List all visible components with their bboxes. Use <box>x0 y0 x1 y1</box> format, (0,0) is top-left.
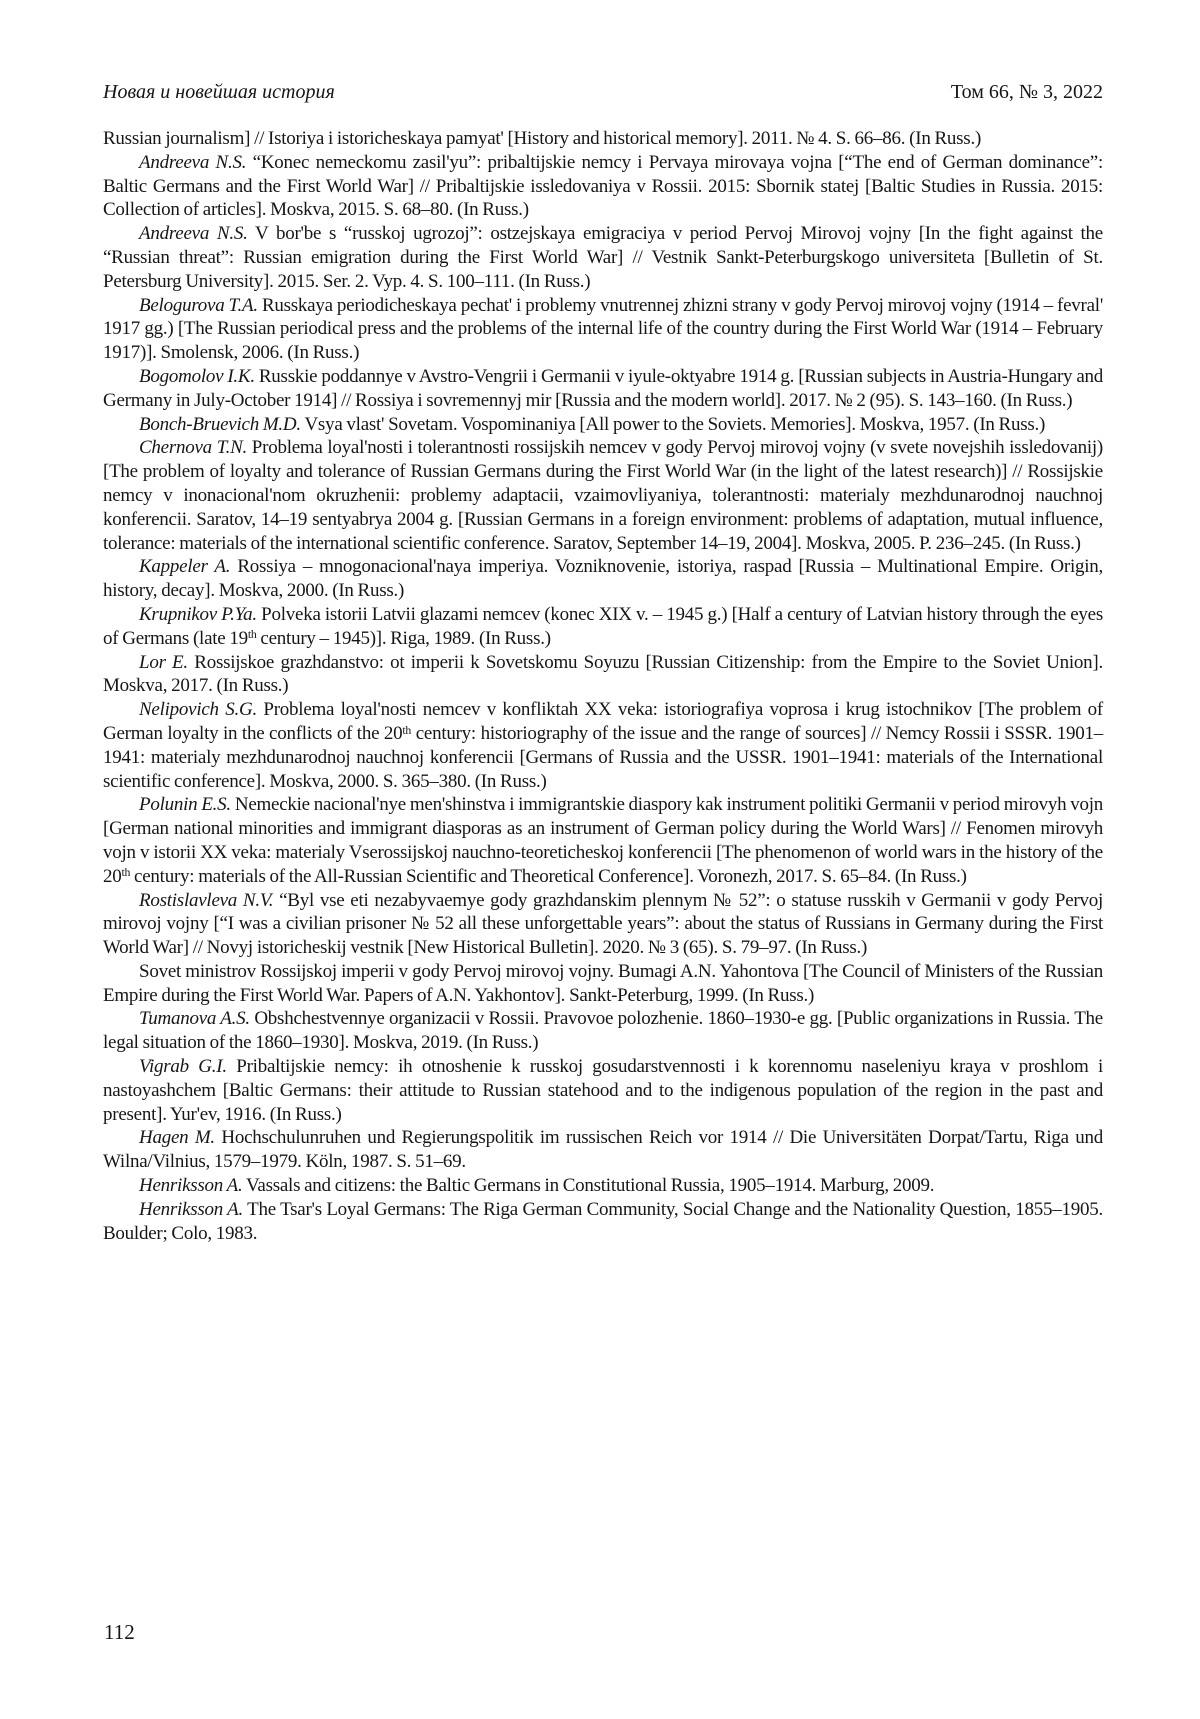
reference-author: Hagen M. <box>139 1127 215 1149</box>
reference-superscript: th <box>121 866 131 880</box>
reference-text: Problema loyal'nosti i tolerantnosti rossijskih nemcev v gody Pervoj mirovoj vojny (v svete novejshih issledovanij) [The problem of loyalty and tolerance of Russian Germans during the First World War (in the light of the latest research)] // Rossijskie nemcy v inonacional'nom okruzhenii: problemy adaptacii, vzaimovliyaniya, tolerantnosti: materialy mezhdunarodnoj nauchnoj konferencii. Saratov, 14–19 sentyabrya 2004 g. [Russian Germans in a foreign environment: problems of adaptation, mutual influence, tolerance: materials of the international scientific conference. Saratov, September 14–19, 2004]. Moskva, 2005. P. 236–245. (In Russ.) <box>103 437 1103 554</box>
reference-text: century: materials of the All-Russian Scientific and Theoretical Conference]. Voronezh, 2017. S. 65–84. (In Russ.) <box>130 865 967 887</box>
reference-author: Lor E. <box>139 651 188 673</box>
reference-text: Hochschulunruhen und Regierungspolitik im russischen Reich vor 1914 // Die Universitäten Dorpat/Tartu, Riga und Wilna/Vilnius, 1579–1979. Köln, 1987. S. 51–69. <box>103 1127 1103 1173</box>
reference-author: Bogomolov I.K. <box>139 365 255 387</box>
reference-author: Andreeva N.S. <box>139 151 247 173</box>
reference-text: Vassals and citizens: the Baltic Germans in Constitutional Russia, 1905–1914. Marburg, 2009. <box>242 1175 935 1197</box>
reference-entry <box>103 1198 1103 1246</box>
reference-entry <box>103 151 1103 222</box>
reference-author: Krupnikov P.Ya. <box>139 603 257 625</box>
reference-author: Belogurova T.A. <box>139 294 258 316</box>
reference-author: Andreeva N.S. <box>139 223 248 245</box>
reference-entry <box>103 413 1103 437</box>
reference-entry <box>103 603 1103 651</box>
reference-author: Rostislavleva N.V. <box>139 889 274 911</box>
reference-entry <box>103 436 1103 555</box>
reference-text: Rossijskoe grazhdanstvo: ot imperii k Sovetskomu Soyuzu [Russian Citizenship: from the Empire to the Soviet Union]. Moskva, 2017. (In Russ.) <box>103 651 1104 697</box>
reference-text: Russkaya periodicheskaya pechat' i problemy vnutrennej zhizni strany v gody Pervoj mirovoj vojny (1914 – fevral' 1917 gg.) [The Russian periodical press and the problems of the internal life of the country during the First World War (1914 – February 1917)]. Smolensk, 2006. (In Russ.) <box>103 294 1103 364</box>
reference-entry <box>103 889 1103 960</box>
reference-entry <box>103 793 1103 888</box>
reference-entry <box>103 651 1103 699</box>
reference-text: “Byl vse eti nezabyvaemye gody grazhdanskim plennym № 52”: o statuse russkih v Germanii v gody Pervoj mirovoj vojny [“I was a civilian prisoner № 52 all these unforgettable years”: about the status of Russians in Germany during the First World War] // Novyj istoricheskij vestnik [New Historical Bulletin]. 2020. № 3 (65). S. 79–97. (In Russ.) <box>103 889 1103 959</box>
reference-text: Russkie poddannye v Avstro-Vengrii i Germanii v iyule-oktyabre 1914 g. [Russian subjects in Austria-Hungary and Germany in July-October 1914] // Rossiya i sovremennyj mir [Russia and the modern world]. 2017. № 2 (95). S. 143–160. (In Russ.) <box>103 365 1103 411</box>
reference-author: Kappeler A. <box>139 556 231 578</box>
reference-text: V bor'be s “russkoj ugrozoj”: ostzejskaya emigraciya v period Pervoj Mirovoj vojny [In the fight against the “Russian threat”: Russian emigration during the First World War] // Vestnik Sankt-Peterburgskogo universiteta [Bulletin of St. Petersburg University]. 2015. Ser. 2. Vyp. 4. S. 100–111. (In Russ.) <box>103 223 1103 292</box>
page-number: 112 <box>104 1620 135 1644</box>
reference-entry <box>103 1007 1103 1055</box>
volume-issue: Том 66, № 3, 2022 <box>950 81 1103 103</box>
references-list <box>103 127 1103 1245</box>
reference-author: Tumanova A.S. <box>139 1008 250 1030</box>
reference-entry <box>103 127 1103 151</box>
reference-entry <box>103 698 1103 793</box>
reference-text: Polveka istorii Latvii glazami nemcev (konec XIX v. – 1945 g.) [Half a century of Latvian history through the eyes of Germans (late 19 <box>103 603 1103 649</box>
reference-entry <box>103 1126 1103 1174</box>
reference-author: Nelipovich S.G. <box>139 699 257 721</box>
reference-superscript: th <box>402 723 412 737</box>
reference-text: Obshchestvennye organizacii v Rossii. Pravovoe polozhenie. 1860–1930-e gg. [Public organizations in Russia. The legal situation of the 1860–1930]. Moskva, 2019. (In Russ.) <box>103 1008 1103 1054</box>
reference-text: Vsya vlast' Sovetam. Vospominaniya [All power to the Soviets. Memories]. Moskva, 1957. (In Russ.) <box>300 413 1046 435</box>
reference-author: Henriksson A. <box>139 1175 243 1197</box>
reference-text: Russian journalism] // Istoriya i istoricheskaya pamyat' [History and historical memory]. 2011. № 4. S. 66–86. (In Russ.) <box>103 128 982 149</box>
reference-text: Sovet ministrov Rossijskoj imperii v gody Pervoj mirovoj vojny. Bumagi A.N. Yahontova [The Council of Ministers of the Russian Empire during the First World War. Papers of A.N. Yakhontov]. Sankt-Peterburg, 1999. (In Russ.) <box>103 960 1103 1006</box>
reference-entry <box>103 960 1103 1008</box>
reference-text: “Konec nemeckomu zasil'yu”: pribaltijskie nemcy i Pervaya mirovaya vojna [“The end of German dominance”: Baltic Germans and the First World War] // Pribaltijskie issledovaniya v Rossii. 2015: Sbornik statej [Baltic Studies in Russia. 2015: Collection of articles]. Moskva, 2015. S. 68–80. (In Russ.) <box>103 151 1103 221</box>
reference-text: The Tsar's Loyal Germans: The Riga German Community, Social Change and the Nationality Question, 1855–1905. Boulder; Colo, 1983. <box>103 1198 1103 1244</box>
reference-text: century – 1945)]. Riga, 1989. (In Russ.) <box>256 627 551 649</box>
journal-title: Новая и новейшая история <box>103 81 335 103</box>
reference-entry <box>103 222 1103 293</box>
reference-superscript: th <box>247 628 257 642</box>
reference-text: Problema loyal'nosti nemcev v konfliktah XX veka: istoriografiya voprosa i krug istochnikov [The problem of German loyalty in the conflicts of the 20 <box>103 699 1103 744</box>
reference-text: Nemeckie nacional'nye men'shinstva i immigrantskie diaspory kak instrument politiki Germanii v period mirovyh vojn [German national minorities and immigrant diasporas as an instrument of German policy during the World Wars] // Fenomen mirovyh vojn v istorii XX veka: materialy Vserossijskoj nauchno-teoreticheskoj konferencii [The phenomenon of world wars in the history of the 20 <box>103 794 1104 887</box>
reference-entry <box>103 365 1103 413</box>
reference-entry <box>103 555 1103 603</box>
reference-entry <box>103 1055 1103 1126</box>
reference-author: Chernova T.N. <box>139 437 248 459</box>
reference-author: Vigrab G.I. <box>139 1056 227 1078</box>
reference-entry <box>103 1174 1103 1198</box>
reference-author: Henriksson A. <box>139 1198 244 1220</box>
reference-author: Polunin E.S. <box>139 794 231 816</box>
reference-text: Pribaltijskie nemcy: ih otnoshenie k russkoj gosudarstvennosti i k korennomu naseleniyu kraya v proshlom i nastoyashchem [Baltic Germans: their attitude to Russian statehood and to the indigenous population of the region in the past and present]. Yur'ev, 1916. (In Russ.) <box>103 1056 1103 1125</box>
reference-author: Bonch-Bruevich M.D. <box>139 413 301 435</box>
reference-text: century: historiography of the issue and the range of sources] // Nemcy Rossii i SSSR. 1901–1941: materialy mezhdunarodnoj nauchnoj konferencii [Germans of Russia and the USSR. 1901–1941: materials of the International scientific conference]. Moskva, 2000. S. 365–380. (In Russ.) <box>103 722 1103 792</box>
reference-entry <box>103 294 1103 365</box>
reference-text: Rossiya – mnogonacional'naya imperiya. Vozniknovenie, istoriya, raspad [Russia – Multinational Empire. Origin, history, decay]. Moskva, 2000. (In Russ.) <box>103 556 1103 602</box>
page-header <box>103 80 1103 104</box>
